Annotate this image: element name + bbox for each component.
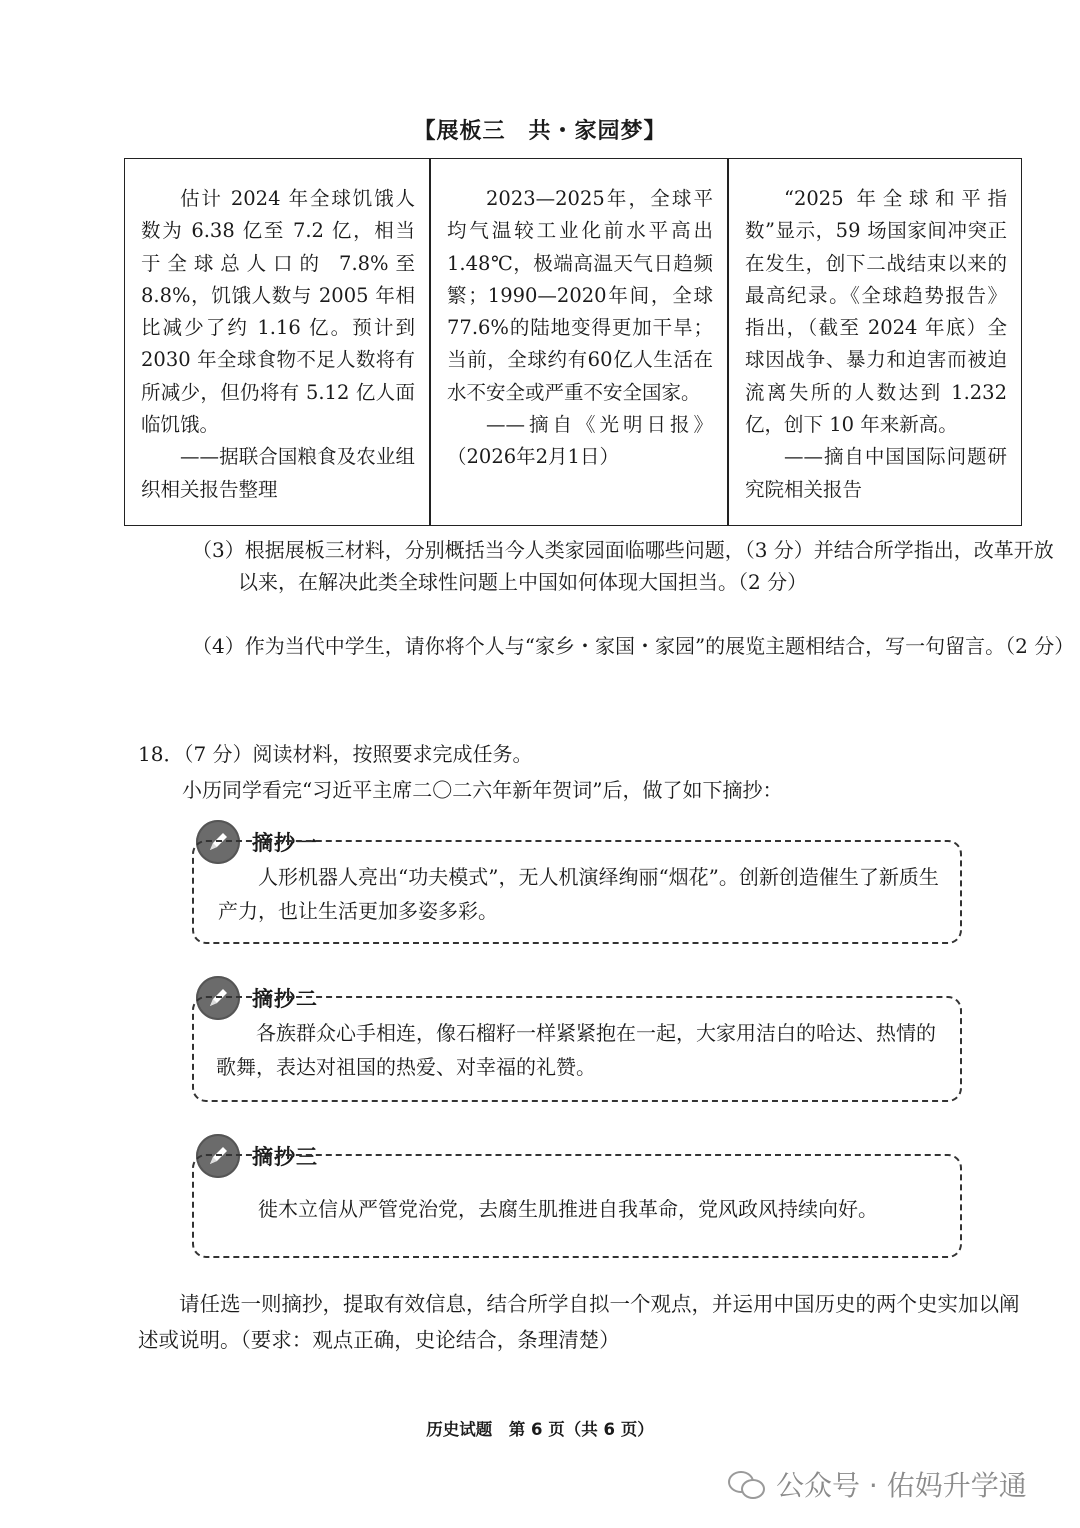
material-body: 估计 2024 年全球饥饿人数为 6.38 亿至 7.2 亿，相当于全球总人口的 7.8%至 8.8%，饥饿人数与 2005 年相比减少了约 1.16 亿。预计到 2030 年全球食物不足人数将有所减少，但仍将有 5.12 亿人面临饥饿。	[141, 187, 415, 437]
excerpt-text: 各族群众心手相连，像石榴籽一样紧紧抱在一起，大家用洁白的哈达、热情的歌舞，表达对祖国的热爱、对幸福的礼赞。	[216, 1021, 936, 1079]
page-footer: 历史试题 第 6 页（共 6 页）	[426, 1420, 654, 1439]
material-box-climate	[430, 158, 728, 526]
question-18-stem: 18．（7 分）阅读材料，按照要求完成任务。	[138, 742, 533, 766]
panel-title: 【展板三 共・家园梦】	[413, 119, 667, 144]
question-18-task: 请任选一则摘抄，提取有效信息，结合所学自拟一个观点，并运用中国历史的两个史实加以阐述或说明。（要求：观点正确，史论结合，条理清楚）	[138, 1292, 1020, 1352]
excerpt-3-box	[192, 1154, 962, 1258]
material-body: “2025 年全球和平指数”显示，59 场国家间冲突正在发生，创下二战结束以来的最高纪录。《全球趋势报告》指出，（截至 2024 年底）全球因战争、暴力和迫害而被迫流离失所的人数达到 1.232 亿，创下 10 年来新高。	[745, 187, 1007, 437]
excerpt-text: 徙木立信从严管党治党，去腐生肌推进自我革命，党风政风持续向好。	[258, 1197, 878, 1221]
excerpt-label: 摘抄二	[252, 987, 318, 1011]
question-4: （4）作为当代中学生，请你将个人与“家乡・家国・家园”的展览主题相结合，写一句留言。（2 分）	[192, 634, 1075, 658]
question-18-intro: 小历同学看完“习近平主席二〇二六年新年贺词”后，做了如下摘抄：	[182, 778, 783, 802]
material-source: ——摘自中国国际问题研究院相关报告	[745, 445, 1007, 501]
material-box-hunger	[124, 158, 430, 526]
excerpt-label: 摘抄一	[252, 831, 318, 855]
watermark-text: 公众号 · 佑妈升学通	[776, 1469, 1027, 1502]
question-3: （3）根据展板三材料，分别概括当今人类家园面临哪些问题，（3 分）并结合所学指出，改革开放以来，在解决此类全球性问题上中国如何体现大国担当。（2 分）	[192, 538, 1054, 594]
material-body: 2023—2025年，全球平均气温较工业化前水平高出1.48℃，极端高温天气日趋频繁；1990—2020年间，全球77.6%的陆地变得更加干旱；当前，全球约有60亿人生活在水不安全或严重不安全国家。	[447, 187, 713, 404]
watermark	[728, 1464, 1027, 1504]
material-source: ——摘自《光明日报》（2026年2月1日）	[447, 413, 713, 469]
material-box-peace	[728, 158, 1022, 526]
excerpt-1-box	[192, 840, 962, 944]
excerpt-label: 摘抄三	[252, 1145, 318, 1169]
material-boxes	[124, 158, 1022, 528]
material-source: ——据联合国粮食及农业组织相关报告整理	[141, 445, 415, 501]
excerpt-2-box	[192, 996, 962, 1102]
excerpt-text: 人形机器人亮出“功夫模式”，无人机演绎绚丽“烟花”。创新创造催生了新质生产力，也让生活更加多姿多彩。	[218, 865, 939, 923]
wechat-icon	[728, 1469, 766, 1499]
